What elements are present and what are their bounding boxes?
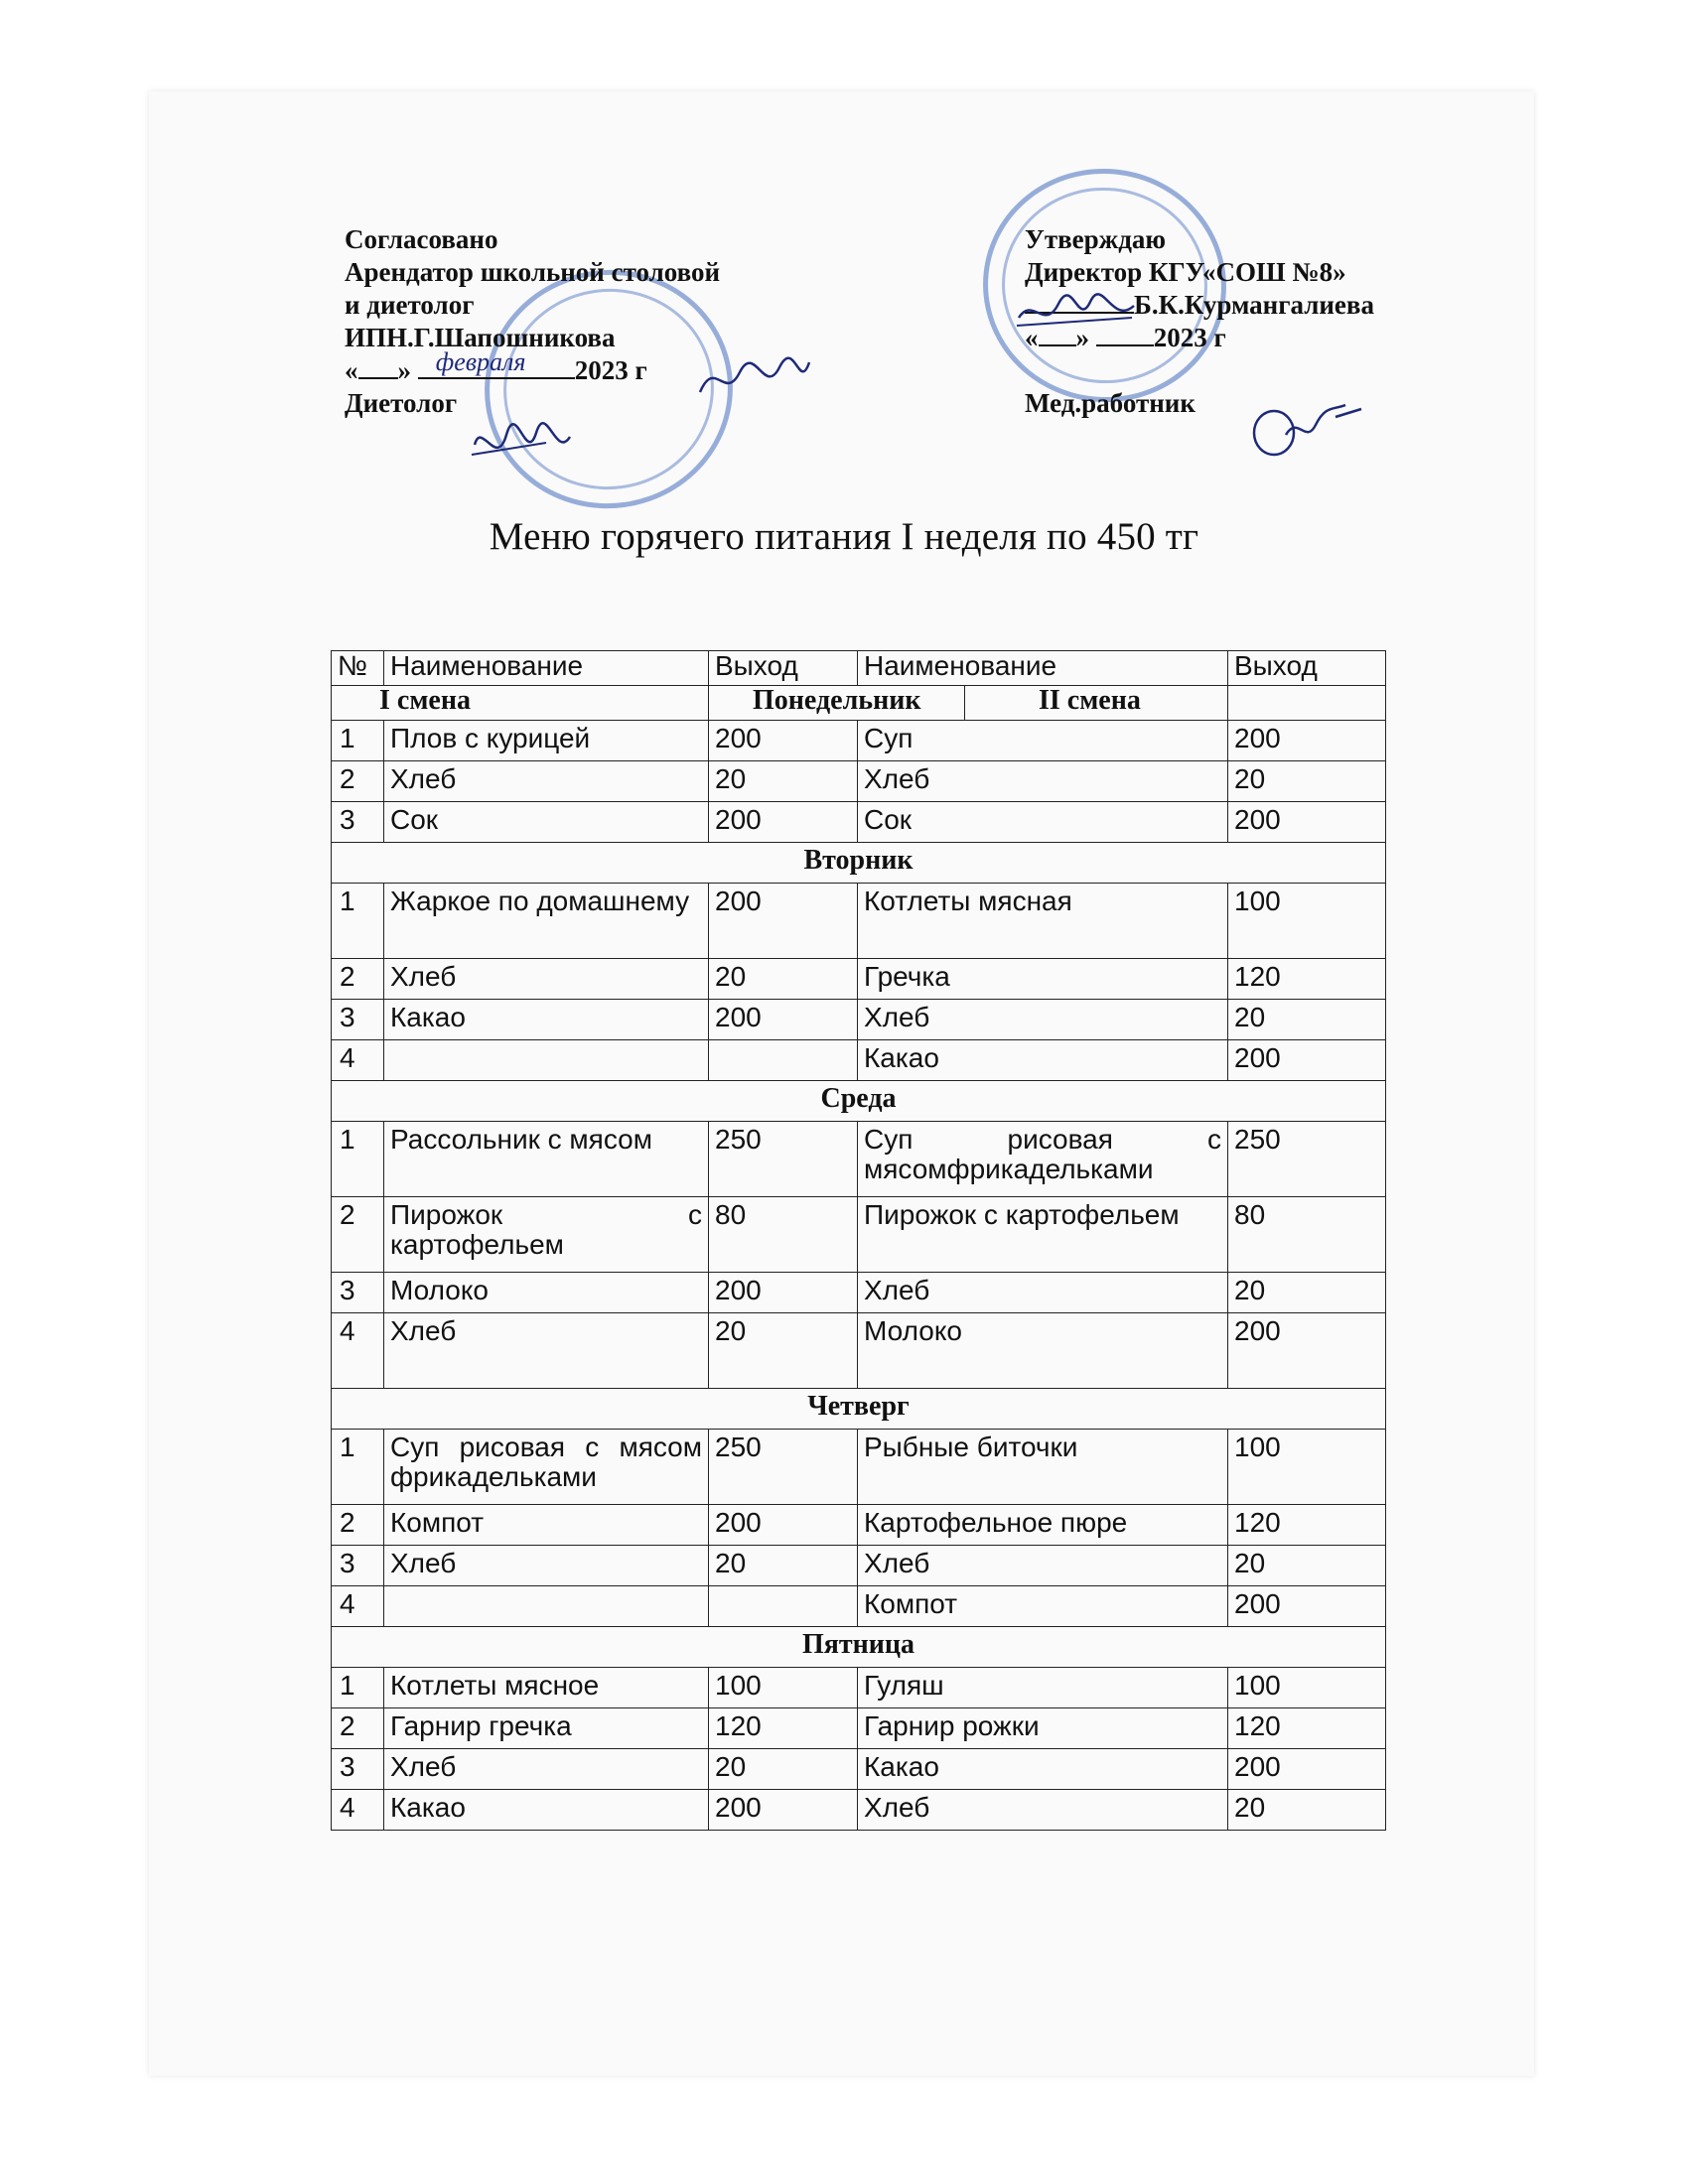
dish-shift1: Компот [384,1505,709,1546]
day-row-1 [332,843,1386,884]
dish-shift1: Котлеты мясное [384,1668,709,1708]
yield-shift2: 120 [1228,1505,1386,1546]
dish-shift2: Суп [858,721,1228,761]
table-row [332,802,1386,843]
yield-shift2: 200 [1228,1313,1386,1389]
row-number: 2 [332,959,384,1000]
signature-dietolog [467,415,576,475]
dish-shift1: Хлеб [384,1313,709,1389]
yield-shift1: 20 [709,1313,858,1389]
yield-shift2: 20 [1228,1000,1386,1040]
shift-divider [964,686,965,720]
row-number: 2 [332,1197,384,1273]
yield-shift2: 250 [1228,1122,1386,1197]
handwritten-month: февраля [435,347,526,376]
yield-shift1: 200 [709,721,858,761]
yield-shift2: 20 [1228,1546,1386,1586]
dish-shift2: Хлеб [858,1790,1228,1831]
dish-shift1: Хлеб [384,1749,709,1790]
tenant-role-2: и диетолог [345,290,475,320]
yield-shift1 [709,1586,858,1627]
table-row [332,1273,1386,1313]
table-header-row [332,651,1386,686]
yield-shift2: 200 [1228,1586,1386,1627]
dish-shift1: Пирожок с картофельем [384,1197,709,1273]
shift-row [332,686,1386,721]
dish-shift1 [384,1040,709,1081]
row-number: 4 [332,1313,384,1389]
row-number: 3 [332,1273,384,1313]
row-number: 3 [332,1749,384,1790]
page-title: Меню горячего питания I неделя по 450 тг [489,515,1199,558]
col-dish-shift2-header: Наименование [858,651,1228,686]
yield-shift2: 120 [1228,959,1386,1000]
row-number: 1 [332,1668,384,1708]
col-dish-shift1-header: Наименование [384,651,709,686]
yield-shift1: 200 [709,802,858,843]
yield-shift2: 100 [1228,1668,1386,1708]
yield-shift1: 200 [709,884,858,959]
yield-shift1: 20 [709,959,858,1000]
yield-shift1: 200 [709,1273,858,1313]
director-title: Директор КГУ«СОШ №8» [1025,257,1346,287]
dish-shift1: Какао [384,1790,709,1831]
dish-shift1: Плов с курицей [384,721,709,761]
dish-shift1 [384,1586,709,1627]
table-row [332,1749,1386,1790]
row-number: 1 [332,1430,384,1505]
day-label: Четверг [332,1389,1386,1430]
tenant-name: ИПН.Г.Шапошникова [345,323,616,352]
table-row [332,761,1386,802]
row-number: 2 [332,1505,384,1546]
day-label: Среда [332,1081,1386,1122]
day-label: Пятница [332,1627,1386,1668]
dish-shift1: Хлеб [384,1546,709,1586]
shift-row-empty [1228,686,1386,721]
dish-shift2: Компот [858,1586,1228,1627]
director-sign-line: Б.К.Курмангалиева [1025,289,1374,322]
dish-shift2: Хлеб [858,1273,1228,1313]
dish-shift2: Рыбные биточки [858,1430,1228,1505]
yield-shift1: 120 [709,1708,858,1749]
dish-shift1: Сок [384,802,709,843]
yield-shift1: 250 [709,1122,858,1197]
yield-shift2: 20 [1228,1273,1386,1313]
yield-shift1: 20 [709,1749,858,1790]
row-number: 3 [332,1546,384,1586]
dish-shift2: Картофельное пюре [858,1505,1228,1546]
table-row [332,1505,1386,1546]
table-row [332,1708,1386,1749]
table-row [332,1430,1386,1505]
agreed-label: Согласовано [345,224,498,254]
dish-shift2: Гречка [858,959,1228,1000]
dish-shift2: Хлеб [858,761,1228,802]
table-row [332,1790,1386,1831]
agreed-date: « » февраля 2023 г [345,347,647,385]
dish-shift2: Молоко [858,1313,1228,1389]
signature-med-worker [1246,395,1365,461]
table-row [332,721,1386,761]
table-row [332,1313,1386,1389]
shift-1-label: I смена [332,686,709,721]
monday-label: Понедельник II смена [709,686,1228,721]
table-row [332,1586,1386,1627]
signature-date-scribble [695,352,814,412]
yield-shift2: 20 [1228,1790,1386,1831]
yield-shift2: 20 [1228,761,1386,802]
yield-shift2: 100 [1228,1430,1386,1505]
yield-shift2: 200 [1228,1040,1386,1081]
dish-shift2: Гуляш [858,1668,1228,1708]
col-number-header: № [332,651,384,686]
yield-shift1: 200 [709,1505,858,1546]
row-number: 1 [332,721,384,761]
shift-2-label: II смена [1039,685,1141,716]
row-number: 2 [332,761,384,802]
menu-table [331,650,1386,1831]
row-number: 3 [332,1000,384,1040]
dish-shift2: Какао [858,1040,1228,1081]
table-row [332,884,1386,959]
dietolog-label: Диетолог [345,388,458,418]
yield-shift2: 200 [1228,1749,1386,1790]
row-number: 4 [332,1586,384,1627]
med-worker-label: Мед.работник [1025,388,1196,418]
dish-shift2: Котлеты мясная [858,884,1228,959]
dish-shift2: Какао [858,1749,1228,1790]
dish-shift2: Пирожок с картофельем [858,1197,1228,1273]
row-number: 4 [332,1040,384,1081]
approve-label: Утверждаю [1025,224,1167,254]
dish-shift2: Суп рисовая с мясомфрикадельками [858,1122,1228,1197]
yield-shift1: 100 [709,1668,858,1708]
dish-shift1: Хлеб [384,761,709,802]
table-row [332,959,1386,1000]
table-row [332,1668,1386,1708]
row-number: 1 [332,884,384,959]
yield-shift1: 80 [709,1197,858,1273]
table-row [332,1122,1386,1197]
yield-shift2: 80 [1228,1197,1386,1273]
day-row-4 [332,1627,1386,1668]
yield-shift2: 200 [1228,721,1386,761]
dish-shift1: Рассольник с мясом [384,1122,709,1197]
yield-shift1 [709,1040,858,1081]
row-number: 4 [332,1790,384,1831]
table-row [332,1546,1386,1586]
dish-shift1: Жаркое по домашнему [384,884,709,959]
dish-shift2: Гарнир рожки [858,1708,1228,1749]
tenant-role: Арендатор школьной столовой [345,257,721,287]
col-yield-shift2-header: Выход [1228,651,1386,686]
yield-shift1: 20 [709,761,858,802]
yield-shift1: 200 [709,1000,858,1040]
row-number: 3 [332,802,384,843]
signature-director [1013,288,1142,338]
col-yield-shift1-header: Выход [709,651,858,686]
yield-shift1: 20 [709,1546,858,1586]
approve-date: « » 2023 г [1025,323,1226,352]
dish-shift1: Хлеб [384,959,709,1000]
yield-shift2: 100 [1228,884,1386,959]
dish-shift2: Сок [858,802,1228,843]
table-row [332,1040,1386,1081]
day-label: Вторник [332,843,1386,884]
yield-shift2: 120 [1228,1708,1386,1749]
dish-shift2: Хлеб [858,1000,1228,1040]
dish-shift1: Суп рисовая с мясом фрикадельками [384,1430,709,1505]
dish-shift1: Молоко [384,1273,709,1313]
row-number: 2 [332,1708,384,1749]
table-row [332,1000,1386,1040]
day-row-2 [332,1081,1386,1122]
yield-shift2: 200 [1228,802,1386,843]
dish-shift1: Какао [384,1000,709,1040]
dish-shift2: Хлеб [858,1546,1228,1586]
day-row-3 [332,1389,1386,1430]
dish-shift1: Гарнир гречка [384,1708,709,1749]
table-row [332,1197,1386,1273]
yield-shift1: 200 [709,1790,858,1831]
yield-shift1: 250 [709,1430,858,1505]
agreed-block [345,223,720,420]
row-number: 1 [332,1122,384,1197]
